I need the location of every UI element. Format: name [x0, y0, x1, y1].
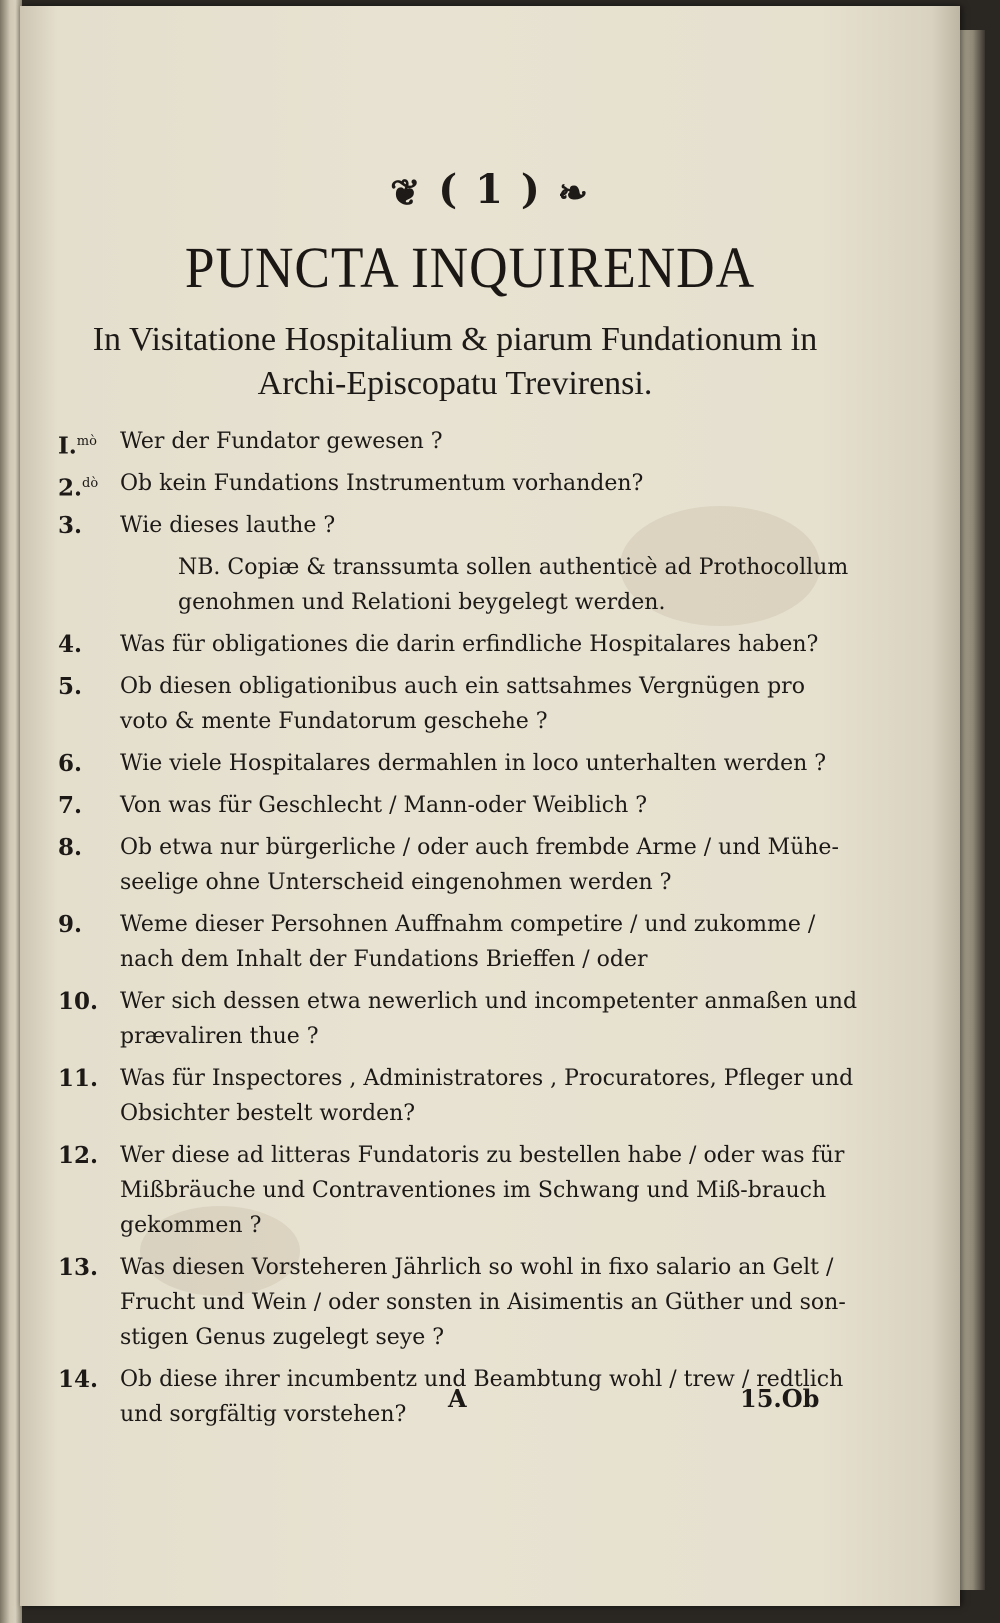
question-number: 14. — [58, 1366, 99, 1393]
question-item — [58, 466, 858, 501]
document-page — [20, 6, 960, 1606]
question-text: Weme dieser Persohnen Auffnahm competire / und zukomme / nach dem Inhalt der Fundations Brieffen / oder — [120, 912, 816, 972]
question-item — [58, 627, 858, 662]
question-text: Wer der Fundator gewesen ? — [120, 429, 443, 454]
question-number: 8. — [58, 834, 83, 861]
question-text: NB. Copiæ & transsumta sollen authenticè ad Prothocollum genohmen und Relationi beygelegt werden. — [178, 555, 849, 615]
question-text: Was für Inspectores , Administratores , Procuratores, Pfleger und Obsichter bestelt worden? — [120, 1066, 854, 1126]
question-item — [58, 984, 858, 1054]
left-ornament-icon: ❦ — [390, 172, 423, 214]
question-text: Ob diese ihrer incumbentz und Beambtung wohl / trew / redtlich und sorgfältig vorstehen? — [120, 1367, 844, 1427]
ordinal-suffix: mò — [76, 434, 97, 449]
nota-bene-note — [58, 550, 858, 620]
question-text: Was diesen Vorsteheren Jährlich so wohl in fixo salario an Gelt / Frucht und Wein / oder sonsten in Aisimentis an Güther und son-stigen Genus zugelegt seye ? — [120, 1255, 846, 1350]
question-number: 3. — [58, 512, 83, 539]
question-text: Von was für Geschlecht / Mann-oder Weiblich ? — [120, 793, 648, 818]
page-number: ( 1 ) — [438, 166, 542, 213]
question-number: 2.$^{dò}$ — [58, 474, 99, 502]
page-header — [20, 166, 960, 214]
subtitle-line-2: Archi-Episcopatu Trevirensi. — [257, 365, 653, 402]
question-text: Ob kein Fundations Instrumentum vorhanden? — [120, 471, 644, 496]
signature-mark: A — [448, 1384, 467, 1413]
question-number: 12. — [58, 1142, 99, 1169]
question-item — [58, 424, 858, 459]
page-subtitle — [60, 318, 850, 406]
question-number: 6. — [58, 750, 83, 777]
left-page-edge — [0, 0, 22, 1623]
question-item — [58, 788, 858, 823]
question-item — [58, 830, 858, 900]
question-number: 4. — [58, 631, 83, 658]
catchword: 15.Ob — [740, 1384, 820, 1413]
question-text: Wer diese ad litteras Fundatoris zu bestellen habe / oder was für Mißbräuche und Contraventiones im Schwang und Miß-brauch gekommen ? — [120, 1143, 845, 1238]
question-item — [58, 1250, 858, 1355]
question-text: Wie dieses lauthe ? — [120, 513, 336, 538]
question-item — [58, 669, 858, 739]
question-item — [58, 1138, 858, 1243]
subtitle-line-1: In Visitatione Hospitalium & piarum Fundationum in — [92, 321, 818, 358]
question-number: 13. — [58, 1254, 99, 1281]
question-text: Ob diesen obligationibus auch ein sattsahmes Vergnügen pro voto & mente Fundatorum geschehe ? — [120, 674, 805, 734]
question-number: 10. — [58, 988, 99, 1015]
question-item — [58, 907, 858, 977]
question-number: 11. — [58, 1065, 99, 1092]
question-number: 7. — [58, 792, 83, 819]
question-item — [58, 508, 858, 543]
ordinal-suffix: dò — [82, 476, 99, 491]
page-title: PUNCTA INQUIRENDA — [184, 235, 756, 300]
question-text: Wer sich dessen etwa newerlich und incompetenter anmaßen und prævaliren thue ? — [120, 989, 858, 1049]
question-text: Was für obligationes die darin erfindliche Hospitalares haben? — [120, 632, 819, 657]
question-number: 5. — [58, 673, 83, 700]
question-list — [58, 424, 858, 1439]
question-item — [58, 1061, 858, 1131]
right-ornament-icon: ❧ — [557, 172, 590, 214]
question-number: 9. — [58, 911, 83, 938]
question-text: Ob etwa nur bürgerliche / oder auch frembde Arme / und Mühe-seelige ohne Unterscheid eingenohmen werden ? — [120, 835, 839, 895]
question-number: I.$^{mò}$ — [58, 432, 97, 460]
question-text: Wie viele Hospitalares dermahlen in loco unterhalten werden ? — [120, 751, 827, 776]
question-item — [58, 746, 858, 781]
page-footer — [20, 1384, 860, 1424]
